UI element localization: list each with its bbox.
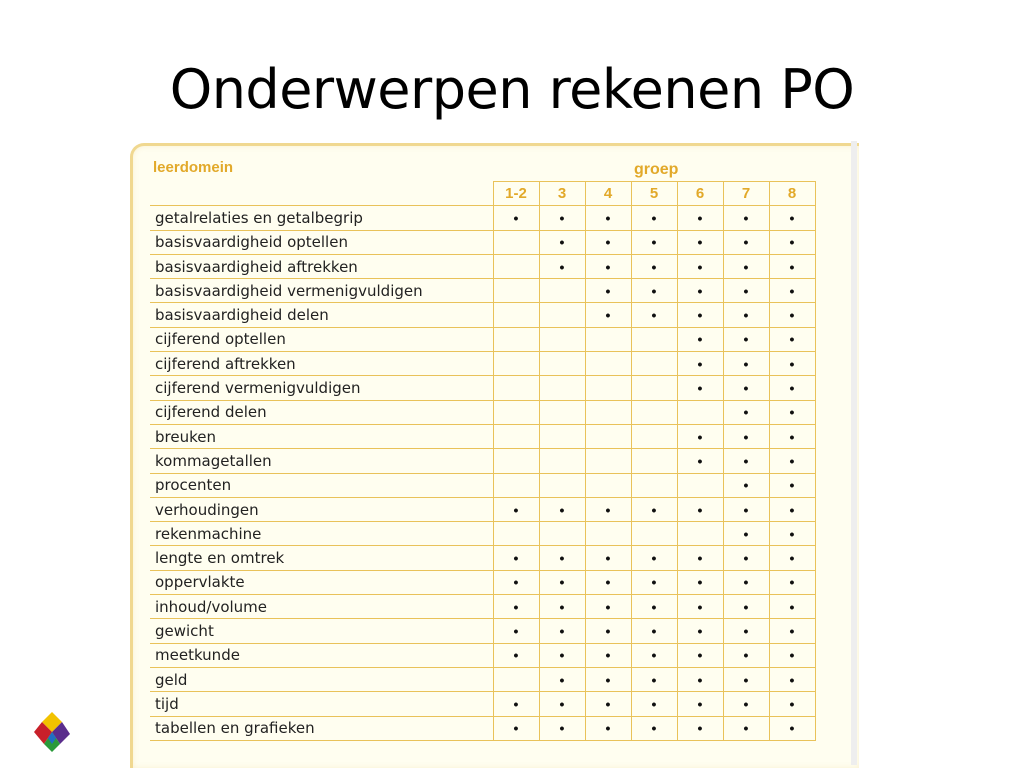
leerdomein-label: inhoud/volume (150, 595, 493, 619)
bullet-mark-cell: • (631, 667, 677, 691)
bullet-mark-cell: • (723, 522, 769, 546)
column-header-row (150, 182, 815, 206)
bullet-mark-cell: • (769, 570, 815, 594)
bullet-mark-cell: • (585, 497, 631, 521)
bullet-mark-cell: • (723, 424, 769, 448)
bullet-mark-cell: • (631, 206, 677, 230)
bullet-mark-cell: • (769, 327, 815, 351)
group-column-header: 6 (677, 182, 723, 206)
bullet-mark-cell: • (723, 570, 769, 594)
leerdomein-label: oppervlakte (150, 570, 493, 594)
bullet-mark-cell: • (677, 303, 723, 327)
bullet-mark-cell: • (539, 497, 585, 521)
bullet-mark-cell: • (677, 570, 723, 594)
leerdomein-label: verhoudingen (150, 497, 493, 521)
bullet-mark-cell: • (539, 570, 585, 594)
bullet-mark-cell: • (769, 449, 815, 473)
empty-cell (493, 522, 539, 546)
group-column-header: 8 (769, 182, 815, 206)
bullet-mark-cell: • (677, 692, 723, 716)
bullet-mark-cell: • (585, 692, 631, 716)
empty-cell (493, 449, 539, 473)
bullet-mark-cell: • (769, 595, 815, 619)
table-row (150, 570, 815, 594)
bullet-mark-cell: • (723, 376, 769, 400)
bullet-mark-cell: • (585, 595, 631, 619)
bullet-mark-cell: • (677, 546, 723, 570)
bullet-mark-cell: • (677, 327, 723, 351)
colored-cube-logo-icon (32, 710, 72, 754)
bullet-mark-cell: • (723, 206, 769, 230)
bullet-mark-cell: • (539, 667, 585, 691)
bullet-mark-cell: • (539, 619, 585, 643)
bullet-mark-cell: • (723, 546, 769, 570)
empty-cell (585, 400, 631, 424)
bullet-mark-cell: • (677, 619, 723, 643)
bullet-mark-cell: • (677, 424, 723, 448)
empty-cell (585, 352, 631, 376)
empty-cell (585, 473, 631, 497)
bullet-mark-cell: • (493, 716, 539, 740)
bullet-mark-cell: • (631, 254, 677, 278)
group-column-header: 4 (585, 182, 631, 206)
group-column-header: 3 (539, 182, 585, 206)
bullet-mark-cell: • (631, 716, 677, 740)
leerdomein-label: gewicht (150, 619, 493, 643)
bullet-mark-cell: • (631, 619, 677, 643)
bullet-mark-cell: • (631, 570, 677, 594)
leerdomein-label: basisvaardigheid vermenigvuldigen (150, 279, 493, 303)
bullet-mark-cell: • (769, 546, 815, 570)
empty-cell (539, 327, 585, 351)
bullet-mark-cell: • (631, 595, 677, 619)
table-row (150, 327, 815, 351)
bullet-mark-cell: • (769, 400, 815, 424)
bullet-mark-cell: • (493, 595, 539, 619)
bullet-mark-cell: • (677, 206, 723, 230)
table-row (150, 352, 815, 376)
bullet-mark-cell: • (769, 473, 815, 497)
empty-cell (493, 473, 539, 497)
bullet-mark-cell: • (723, 352, 769, 376)
bullet-mark-cell: • (723, 279, 769, 303)
bullet-mark-cell: • (631, 643, 677, 667)
table-row (150, 546, 815, 570)
bullet-mark-cell: • (493, 206, 539, 230)
bullet-mark-cell: • (723, 667, 769, 691)
bullet-mark-cell: • (585, 206, 631, 230)
bullet-mark-cell: • (723, 716, 769, 740)
bullet-mark-cell: • (677, 497, 723, 521)
empty-cell (539, 352, 585, 376)
table-row (150, 716, 815, 740)
bullet-mark-cell: • (677, 667, 723, 691)
bullet-mark-cell: • (769, 376, 815, 400)
bullet-mark-cell: • (585, 303, 631, 327)
bullet-mark-cell: • (539, 595, 585, 619)
bullet-mark-cell: • (769, 279, 815, 303)
bullet-mark-cell: • (631, 303, 677, 327)
bullet-mark-cell: • (677, 376, 723, 400)
bullet-mark-cell: • (585, 279, 631, 303)
table-body (150, 206, 815, 741)
bullet-mark-cell: • (677, 595, 723, 619)
table-row (150, 279, 815, 303)
empty-cell (677, 522, 723, 546)
empty-cell (493, 254, 539, 278)
table-row (150, 667, 815, 691)
scan-edge (851, 141, 857, 765)
bullet-mark-cell: • (539, 716, 585, 740)
bullet-mark-cell: • (723, 230, 769, 254)
bullet-mark-cell: • (677, 279, 723, 303)
leerdomein-label: cijferend delen (150, 400, 493, 424)
bullet-mark-cell: • (769, 352, 815, 376)
empty-cell (493, 424, 539, 448)
bullet-mark-cell: • (769, 716, 815, 740)
table-row (150, 400, 815, 424)
empty-cell (493, 352, 539, 376)
table-row (150, 449, 815, 473)
bullet-mark-cell: • (769, 303, 815, 327)
bullet-mark-cell: • (631, 692, 677, 716)
bullet-mark-cell: • (769, 230, 815, 254)
bullet-mark-cell: • (677, 643, 723, 667)
leerdomein-label: cijferend optellen (150, 327, 493, 351)
bullet-mark-cell: • (585, 619, 631, 643)
bullet-mark-cell: • (493, 643, 539, 667)
leerdomein-label: cijferend vermenigvuldigen (150, 376, 493, 400)
group-column-header: 7 (723, 182, 769, 206)
bullet-mark-cell: • (631, 230, 677, 254)
bullet-mark-cell: • (723, 497, 769, 521)
bullet-mark-cell: • (677, 254, 723, 278)
empty-cell (539, 522, 585, 546)
leerdomein-label: tabellen en grafieken (150, 716, 493, 740)
empty-cell (585, 449, 631, 473)
bullet-mark-cell: • (769, 667, 815, 691)
empty-cell (631, 473, 677, 497)
bullet-mark-cell: • (677, 449, 723, 473)
empty-cell (539, 376, 585, 400)
bullet-mark-cell: • (585, 254, 631, 278)
leerdomein-label: lengte en omtrek (150, 546, 493, 570)
empty-cell (677, 400, 723, 424)
empty-cell (493, 279, 539, 303)
bullet-mark-cell: • (769, 424, 815, 448)
empty-cell (631, 424, 677, 448)
table-row (150, 254, 815, 278)
empty-cell (539, 473, 585, 497)
bullet-mark-cell: • (723, 449, 769, 473)
bullet-mark-cell: • (539, 230, 585, 254)
empty-cell (539, 279, 585, 303)
empty-cell (539, 303, 585, 327)
bullet-mark-cell: • (769, 522, 815, 546)
bullet-mark-cell: • (539, 546, 585, 570)
empty-cell (585, 522, 631, 546)
empty-cell (493, 230, 539, 254)
bullet-mark-cell: • (539, 254, 585, 278)
bullet-mark-cell: • (631, 546, 677, 570)
bullet-mark-cell: • (493, 570, 539, 594)
leerdomein-label: getalrelaties en getalbegrip (150, 206, 493, 230)
leerdomein-label: basisvaardigheid delen (150, 303, 493, 327)
leerdomein-label: tijd (150, 692, 493, 716)
bullet-mark-cell: • (723, 619, 769, 643)
leerdomein-label: procenten (150, 473, 493, 497)
leerdomein-label: rekenmachine (150, 522, 493, 546)
bullet-mark-cell: • (539, 692, 585, 716)
table-row (150, 230, 815, 254)
empty-cell (631, 327, 677, 351)
table-row (150, 303, 815, 327)
table-row (150, 424, 815, 448)
bullet-mark-cell: • (723, 400, 769, 424)
bullet-mark-cell: • (539, 206, 585, 230)
leerdomein-header: leerdomein (153, 159, 234, 176)
bullet-mark-cell: • (723, 303, 769, 327)
bullet-mark-cell: • (723, 595, 769, 619)
leerdomein-label: basisvaardigheid optellen (150, 230, 493, 254)
empty-cell (539, 424, 585, 448)
table-row (150, 497, 815, 521)
table-row (150, 595, 815, 619)
groep-header: groep (634, 161, 679, 178)
bullet-mark-cell: • (585, 230, 631, 254)
empty-cell (493, 667, 539, 691)
bullet-mark-cell: • (585, 716, 631, 740)
bullet-mark-cell: • (723, 643, 769, 667)
bullet-mark-cell: • (769, 643, 815, 667)
corner-cell (150, 182, 493, 206)
empty-cell (585, 327, 631, 351)
empty-cell (631, 376, 677, 400)
leerdomein-label: breuken (150, 424, 493, 448)
bullet-mark-cell: • (723, 327, 769, 351)
bullet-mark-cell: • (631, 497, 677, 521)
bullet-mark-cell: • (493, 497, 539, 521)
table-row (150, 692, 815, 716)
empty-cell (631, 522, 677, 546)
bullet-mark-cell: • (677, 352, 723, 376)
bullet-mark-cell: • (723, 692, 769, 716)
empty-cell (631, 449, 677, 473)
bullet-mark-cell: • (493, 619, 539, 643)
bullet-mark-cell: • (585, 667, 631, 691)
bullet-mark-cell: • (677, 716, 723, 740)
table-row (150, 473, 815, 497)
table-row (150, 376, 815, 400)
table-row (150, 619, 815, 643)
empty-cell (539, 449, 585, 473)
bullet-mark-cell: • (723, 254, 769, 278)
table-row (150, 643, 815, 667)
empty-cell (585, 376, 631, 400)
bullet-mark-cell: • (493, 692, 539, 716)
bullet-mark-cell: • (723, 473, 769, 497)
bullet-mark-cell: • (769, 692, 815, 716)
bullet-mark-cell: • (677, 230, 723, 254)
empty-cell (631, 352, 677, 376)
empty-cell (631, 400, 677, 424)
leerdomein-label: kommagetallen (150, 449, 493, 473)
table-row (150, 522, 815, 546)
bullet-mark-cell: • (585, 570, 631, 594)
bullet-mark-cell: • (493, 546, 539, 570)
leerdomein-label: basisvaardigheid aftrekken (150, 254, 493, 278)
bullet-mark-cell: • (769, 254, 815, 278)
leerdomein-label: meetkunde (150, 643, 493, 667)
bullet-mark-cell: • (631, 279, 677, 303)
group-column-header: 5 (631, 182, 677, 206)
empty-cell (677, 473, 723, 497)
bullet-mark-cell: • (769, 206, 815, 230)
empty-cell (539, 400, 585, 424)
empty-cell (585, 424, 631, 448)
empty-cell (493, 376, 539, 400)
leerdomein-label: geld (150, 667, 493, 691)
table-row (150, 206, 815, 230)
curriculum-table (150, 181, 816, 741)
bullet-mark-cell: • (585, 643, 631, 667)
bullet-mark-cell: • (769, 497, 815, 521)
slide-title: Onderwerpen rekenen PO (169, 58, 855, 121)
leerdomein-label: cijferend aftrekken (150, 352, 493, 376)
group-column-header: 1-2 (493, 182, 539, 206)
bullet-mark-cell: • (769, 619, 815, 643)
empty-cell (493, 303, 539, 327)
empty-cell (493, 400, 539, 424)
bullet-mark-cell: • (585, 546, 631, 570)
empty-cell (493, 327, 539, 351)
bullet-mark-cell: • (539, 643, 585, 667)
